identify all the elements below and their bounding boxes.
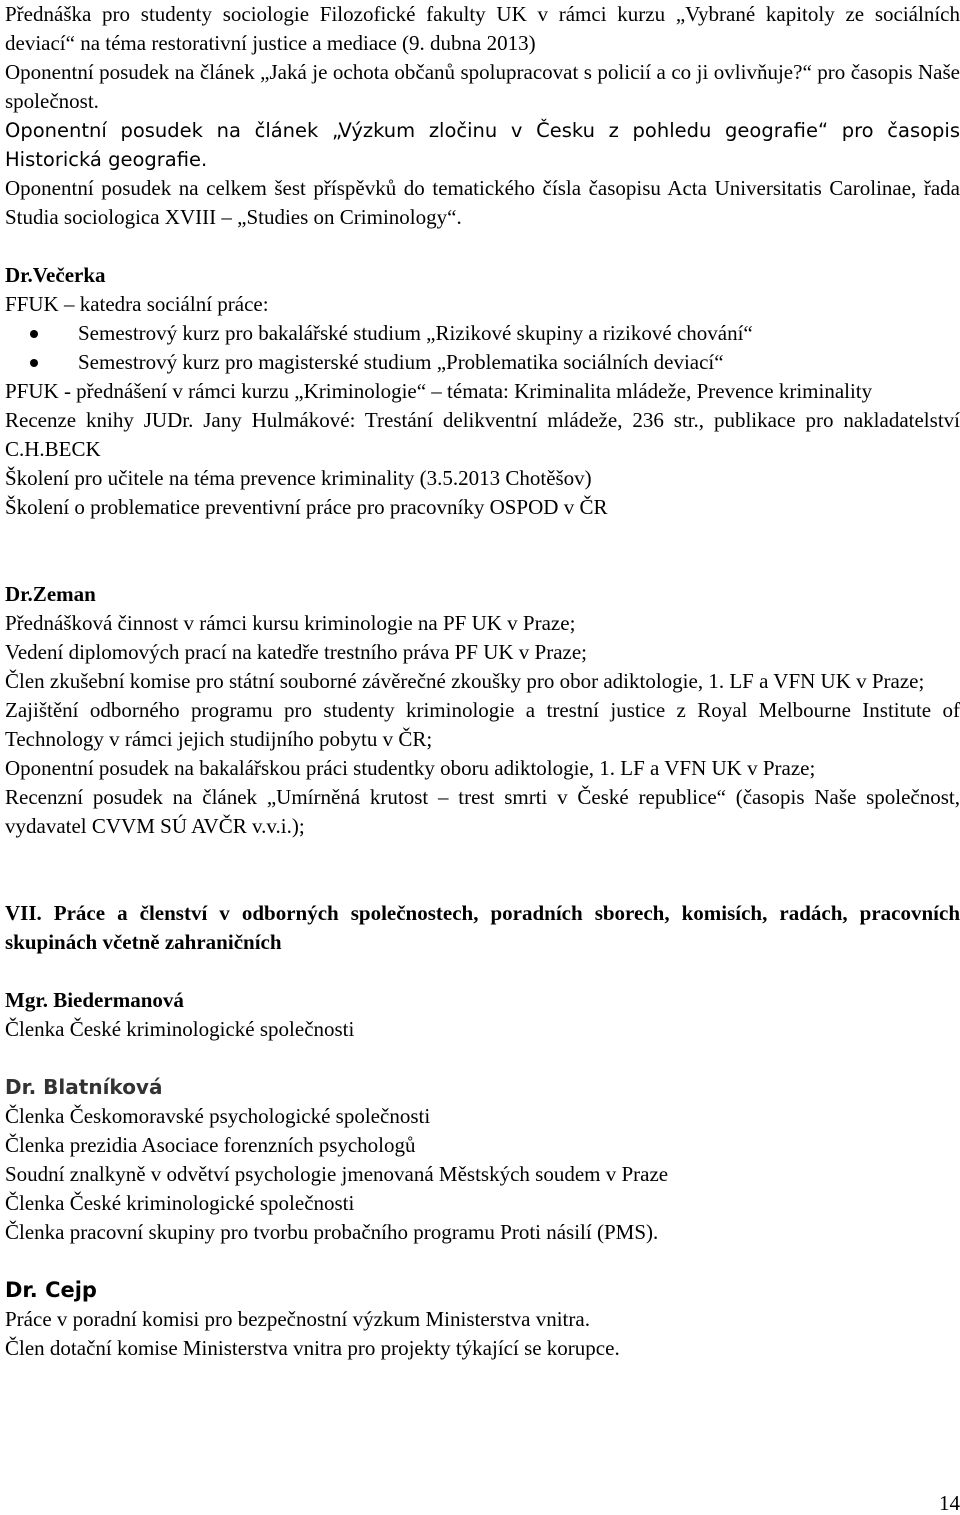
intro-paragraph-1: Přednáška pro studenty sociologie Filozofické fakulty UK v rámci kurzu „Vybrané kapitoly ze sociálních deviací“ na téma restorativní justice a mediace (9. dubna 2013) bbox=[5, 2, 960, 55]
bullet-icon bbox=[30, 359, 38, 367]
zeman-line: Člen zkušební komise pro státní souborné závěrečné zkoušky pro obor adiktologie, 1. LF a VFN UK v Praze; bbox=[5, 669, 925, 693]
zeman-line: Vedení diplomových prací na katedře trestního práva PF UK v Praze; bbox=[5, 640, 588, 664]
biedermanova-line: Členka České kriminologické společnosti bbox=[5, 1017, 355, 1041]
zeman-line: Přednášková činnost v rámci kursu kriminologie na PF UK v Praze; bbox=[5, 611, 576, 635]
vecerka-ffuk: FFUK – katedra sociální práce: bbox=[5, 292, 269, 316]
page-number: 14 bbox=[939, 1491, 960, 1515]
cejp-line: Člen dotační komise Ministerstva vnitra pro projekty týkající se korupce. bbox=[5, 1336, 620, 1360]
blatnikova-heading: Dr. Blatníková bbox=[5, 1075, 163, 1099]
blatnikova-line: Soudní znalkyně v odvětví psychologie jmenovaná Městských soudem v Praze bbox=[5, 1162, 669, 1186]
intro-paragraph-3: Oponentní posudek na článek „Výzkum zločinu v Česku z pohledu geografie“ pro časopis Historická geografie. bbox=[5, 119, 960, 171]
vecerka-heading: Dr.Večerka bbox=[5, 263, 106, 287]
intro-paragraph-2: Oponentní posudek na článek „Jaká je ochota občanů spolupracovat s policií a co ji ovlivňuje?“ pro časopis Naše společnost. bbox=[5, 60, 960, 113]
vecerka-skoleni-1: Školení pro učitele na téma prevence kriminality (3.5.2013 Chotěšov) bbox=[5, 466, 592, 490]
section-vii-heading: VII. Práce a členství v odborných společnostech, poradních sborech, komisích, radách, pracovních skupinách včetně zahraničních bbox=[5, 901, 960, 954]
vecerka-pfuk: PFUK - přednášení v rámci kurzu „Kriminologie“ – témata: Kriminalita mládeže, Prevence kriminality bbox=[5, 379, 873, 403]
blatnikova-line: Členka pracovní skupiny pro tvorbu probačního programu Proti násilí (PMS). bbox=[5, 1220, 659, 1244]
zeman-heading: Dr.Zeman bbox=[5, 582, 96, 606]
cejp-heading: Dr. Cejp bbox=[5, 1278, 97, 1302]
list-item: Semestrový kurz pro magisterské studium „Problematika sociálních deviací“ bbox=[5, 348, 960, 377]
bullet-icon bbox=[30, 330, 38, 338]
cejp-line: Práce v poradní komisi pro bezpečnostní výzkum Ministerstva vnitra. bbox=[5, 1307, 590, 1331]
zeman-line: Recenzní posudek na článek „Umírněná krutost – trest smrti v České republice“ (časopis Naše společnost, vydavatel CVVM SÚ AVČR v.v.i.); bbox=[5, 785, 960, 838]
vecerka-skoleni-2: Školení o problematice preventivní práce pro pracovníky OSPOD v ČR bbox=[5, 495, 608, 519]
blatnikova-line: Členka prezidia Asociace forenzních psychologů bbox=[5, 1133, 416, 1157]
zeman-line: Zajištění odborného programu pro studenty kriminologie a trestní justice z Royal Melbourne Institute of Technology v rámci jejich studijního pobytu v ČR; bbox=[5, 698, 960, 751]
biedermanova-heading: Mgr. Biedermanová bbox=[5, 988, 184, 1012]
list-item: Semestrový kurz pro bakalářské studium „Rizikové skupiny a rizikové chování“ bbox=[5, 319, 960, 348]
blatnikova-line: Členka České kriminologické společnosti bbox=[5, 1191, 355, 1215]
vecerka-recenze: Recenze knihy JUDr. Jany Hulmákové: Trestání delikventní mládeže, 236 str., publikace pro nakladatelství C.H.BECK bbox=[5, 408, 960, 461]
vecerka-bullet-list bbox=[5, 319, 960, 377]
blatnikova-line: Členka Českomoravské psychologické společnosti bbox=[5, 1104, 431, 1128]
document-page bbox=[5, 0, 960, 1363]
intro-paragraph-4: Oponentní posudek na celkem šest příspěvků do tematického čísla časopisu Acta Universitatis Carolinae, řada Studia sociologica XVIII – „Studies on Criminology“. bbox=[5, 176, 960, 229]
zeman-line: Oponentní posudek na bakalářskou práci studentky oboru adiktologie, 1. LF a VFN UK v Praze; bbox=[5, 756, 816, 780]
